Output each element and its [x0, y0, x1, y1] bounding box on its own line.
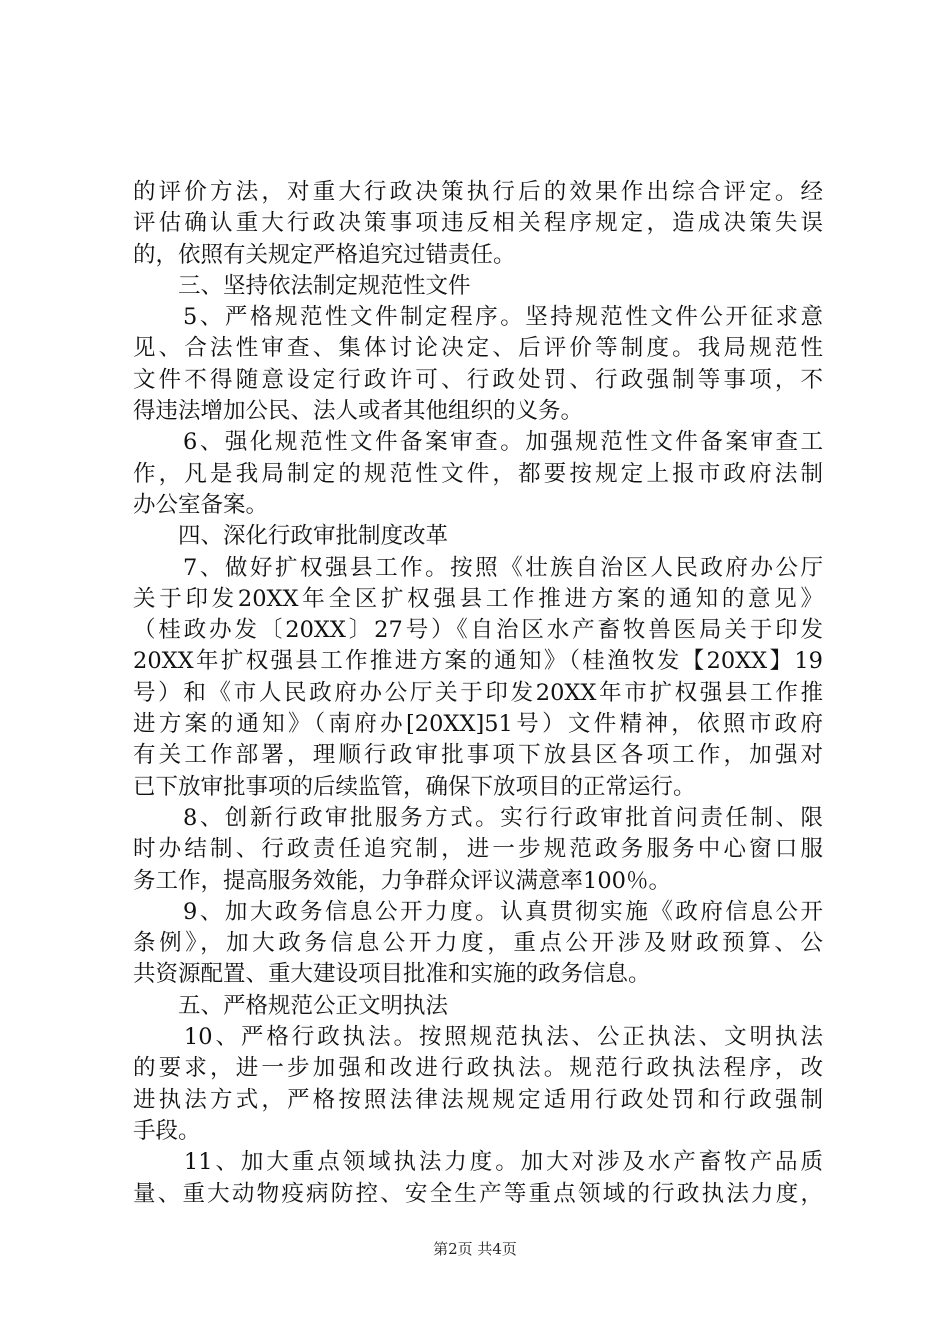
text-line: 见、合法性审查、集体讨论决定、后评价等制度。我局规范性	[133, 335, 823, 362]
text-line: 的，依照有关规定严格追究过错责任。	[133, 241, 516, 268]
text-line: 11、加大重点领域执法力度。加大对涉及水产畜牧产品质	[133, 1149, 823, 1176]
text-line: 关于印发20XX年全区扩权强县工作推进方案的通知的意见》	[133, 585, 823, 612]
text-line: 的评价方法，对重大行政决策执行后的效果作出综合评定。经	[133, 179, 823, 205]
text-line: 文件不得随意设定行政许可、行政处罚、行政强制等事项，不	[133, 366, 823, 393]
text-line: 5、严格规范性文件制定程序。坚持规范性文件公开征求意	[133, 304, 823, 331]
section-heading: 四、深化行政审批制度改革	[133, 523, 449, 550]
section-heading: 三、坚持依法制定规范性文件	[133, 272, 471, 299]
text-line: 办公室备案。	[133, 491, 269, 518]
text-line: 评估确认重大行政决策事项违反相关程序规定，造成决策失误	[133, 210, 823, 237]
text-line: 9、加大政务信息公开力度。认真贯彻实施《政府信息公开	[133, 898, 823, 925]
text-line: 进执法方式，严格按照法律法规规定适用行政处罚和行政强制	[133, 1086, 823, 1113]
text-line: 10、严格行政执法。按照规范执法、公正执法、文明执法	[133, 1024, 823, 1051]
section-heading: 五、严格规范公正文明执法	[133, 992, 449, 1019]
text-line: 条例》，加大政务信息公开力度，重点公开涉及财政预算、公	[133, 930, 823, 957]
text-line: 有关工作部署，理顺行政审批事项下放县区各项工作，加强对	[133, 742, 823, 769]
text-line: 量、重大动物疫病防控、安全生产等重点领域的行政执法力度，	[133, 1180, 823, 1207]
text-line: 8、创新行政审批服务方式。实行行政审批首问责任制、限	[133, 804, 823, 831]
text-line: 手段。	[133, 1117, 201, 1144]
text-line: 时办结制、行政责任追究制，进一步规范政务服务中心窗口服	[133, 836, 823, 863]
text-line: 的要求，进一步加强和改进行政执法。规范行政执法程序，改	[133, 1055, 823, 1082]
text-line: 得违法增加公民、法人或者其他组织的义务。	[133, 398, 584, 425]
text-line: 已下放审批事项的后续监管，确保下放项目的正常运行。	[133, 773, 696, 800]
text-line: 作，凡是我局制定的规范性文件，都要按规定上报市政府法制	[133, 460, 823, 487]
text-line: 20XX年扩权强县工作推进方案的通知》（桂渔牧发【20XX】19	[133, 648, 823, 675]
page-number-footer: 第2页 共4页	[433, 1240, 517, 1258]
text-line: 进方案的通知》（南府办[20XX]51号）文件精神，依照市政府	[133, 711, 823, 738]
document-body	[133, 177, 823, 1210]
text-line: 务工作，提高服务效能，力争群众评议满意率100％。	[133, 867, 671, 894]
text-line: 6、强化规范性文件备案审查。加强规范性文件备案审查工	[133, 429, 823, 456]
text-line: （桂政办发〔20XX〕27号）《自治区水产畜牧兽医局关于印发	[133, 617, 823, 644]
text-line: 7、做好扩权强县工作。按照《壮族自治区人民政府办公厅	[133, 554, 823, 581]
text-line: 号）和《市人民政府办公厅关于印发20XX年市扩权强县工作推	[133, 679, 823, 706]
text-line: 共资源配置、重大建设项目批准和实施的政务信息。	[133, 961, 651, 988]
